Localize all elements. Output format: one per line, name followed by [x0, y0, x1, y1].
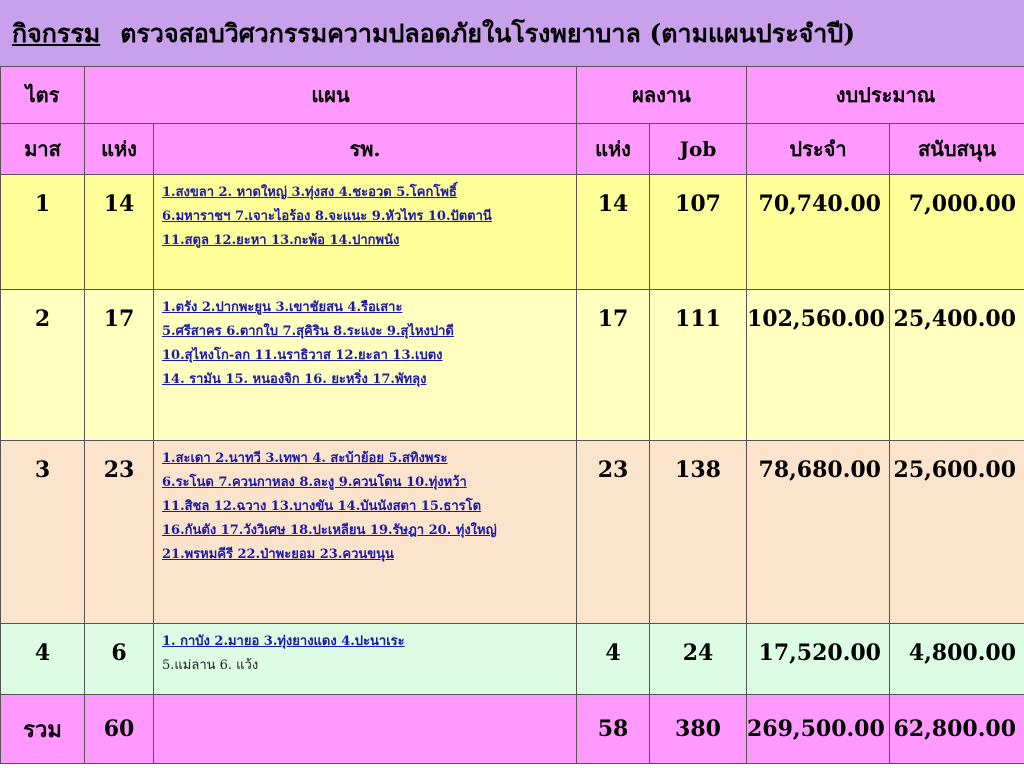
job-count: 111	[675, 306, 721, 332]
result-site-count: 17	[597, 306, 629, 332]
budget-regular: 78,680.00	[758, 457, 881, 483]
quarter-number: 1	[34, 191, 51, 217]
inspection-plan-table	[0, 66, 1024, 764]
budget-regular: 70,740.00	[758, 191, 881, 217]
activity-title: ตรวจสอบวิศวกรรมความปลอดภัยในโรงพยาบาล (ตามแผนประจำปี)	[120, 19, 856, 48]
quarter-row	[1, 624, 1024, 695]
total-label: รวม	[1, 695, 85, 764]
col-result: ผลงาน	[577, 67, 747, 124]
hospital-link-line[interactable]: 21.พรหมคีรี 22.ป่าพะยอม 23.ควนขนุน	[162, 547, 394, 562]
budget-support: 25,400.00	[893, 306, 1017, 332]
hospital-link-line[interactable]: 10.สุไหงโก-ลก 11.นราธิวาส 12.ยะลา 13.เบตง	[162, 348, 443, 363]
header-row-2	[1, 124, 1024, 175]
quarter-number: 3	[34, 457, 51, 483]
hospital-list	[154, 175, 576, 253]
plan-site-count: 23	[103, 457, 135, 483]
result-site-count: 23	[597, 457, 629, 483]
col-plan: แผน	[85, 67, 577, 124]
col-result-job: Job	[650, 124, 747, 175]
col-plan-sites: แห่ง	[85, 124, 154, 175]
budget-support: 7,000.00	[908, 191, 1017, 217]
total-result-sites: 58	[577, 695, 650, 764]
hospital-link-line[interactable]: 14. รามัน 15. หนองจิก 16. ยะหริ่ง 17.พัทลุง	[162, 372, 427, 387]
col-plan-hospitals: รพ.	[154, 124, 577, 175]
job-count: 138	[675, 457, 721, 483]
result-site-count: 14	[597, 191, 629, 217]
page-header	[0, 0, 1024, 66]
col-budget-regular: ประจำ	[747, 124, 890, 175]
plan-site-count: 14	[103, 191, 135, 217]
hospital-link-line[interactable]: 5.ศรีสาคร 6.ตากใบ 7.สุคิริน 8.ระแงะ 9.สุไหงปาดี	[162, 324, 454, 339]
hospital-link-line[interactable]: 6.มหาราชฯ 7.เจาะไอร้อง 8.จะแนะ 9.หัวไทร 10.ปัตตานี	[162, 209, 492, 224]
hospital-link-line[interactable]: 16.กันตัง 17.วังวิเศษ 18.ปะเหลียน 19.รัษฎา 20. ทุ่งใหญ่	[162, 523, 497, 538]
hospital-list	[154, 624, 576, 678]
hospital-link-line[interactable]: 11.สิชล 12.ฉวาง 13.บางขัน 14.บันนังสตา 15.ธารโต	[162, 499, 482, 514]
col-result-sites: แห่ง	[577, 124, 650, 175]
hospital-link-line[interactable]: 1.สงขลา 2. หาดใหญ่ 3.ทุ่งสง 4.ชะอวด 5.โคกโพธิ์	[162, 185, 457, 200]
hospital-list	[154, 441, 576, 567]
page-title	[12, 14, 855, 54]
hospital-text-line: 5.แม่ลาน 6. แว้ง	[162, 658, 259, 673]
quarter-row	[1, 290, 1024, 441]
total-row	[1, 695, 1024, 764]
total-jobs: 380	[650, 695, 747, 764]
hospital-link-line[interactable]: 1.ตรัง 2.ปากพะยูน 3.เขาชัยสน 4.รือเสาะ	[162, 300, 403, 315]
quarter-row	[1, 441, 1024, 624]
quarter-row	[1, 175, 1024, 290]
hospital-link-line[interactable]: 11.สตูล 12.ยะหา 13.กะพ้อ 14.ปากพนัง	[162, 233, 400, 248]
header-row-1	[1, 67, 1024, 124]
plan-site-count: 6	[111, 640, 127, 666]
hospital-list	[154, 290, 576, 392]
activity-label: กิจกรรม	[12, 19, 101, 48]
budget-regular: 17,520.00	[758, 640, 881, 666]
quarter-number: 2	[34, 306, 51, 332]
col-quarter-top: ไตร	[1, 67, 85, 124]
col-budget-support: สนับสนุน	[890, 124, 1024, 175]
result-site-count: 4	[605, 640, 621, 666]
budget-support: 25,600.00	[893, 457, 1017, 483]
plan-site-count: 17	[103, 306, 135, 332]
total-budget-support: 62,800.00	[890, 695, 1024, 764]
col-budget: งบประมาณ	[747, 67, 1024, 124]
col-quarter-bottom: มาส	[1, 124, 85, 175]
total-hospitals-empty	[154, 695, 577, 764]
hospital-link-line[interactable]: 1. กาบัง 2.มายอ 3.ทุ่งยางแดง 4.ปะนาเระ	[162, 634, 405, 649]
quarter-number: 4	[34, 640, 51, 666]
total-plan-sites: 60	[85, 695, 154, 764]
hospital-link-line[interactable]: 1.สะเดา 2.นาทวี 3.เทพา 4. สะบ้าย้อย 5.สทิงพระ	[162, 451, 448, 466]
total-budget-regular: 269,500.00	[747, 695, 890, 764]
job-count: 107	[675, 191, 721, 217]
hospital-link-line[interactable]: 6.ระโนด 7.ควนกาหลง 8.ละงู 9.ควนโดน 10.ทุ่งหว้า	[162, 475, 467, 490]
budget-regular: 102,560.00	[747, 306, 885, 332]
budget-support: 4,800.00	[908, 640, 1017, 666]
job-count: 24	[682, 640, 714, 666]
